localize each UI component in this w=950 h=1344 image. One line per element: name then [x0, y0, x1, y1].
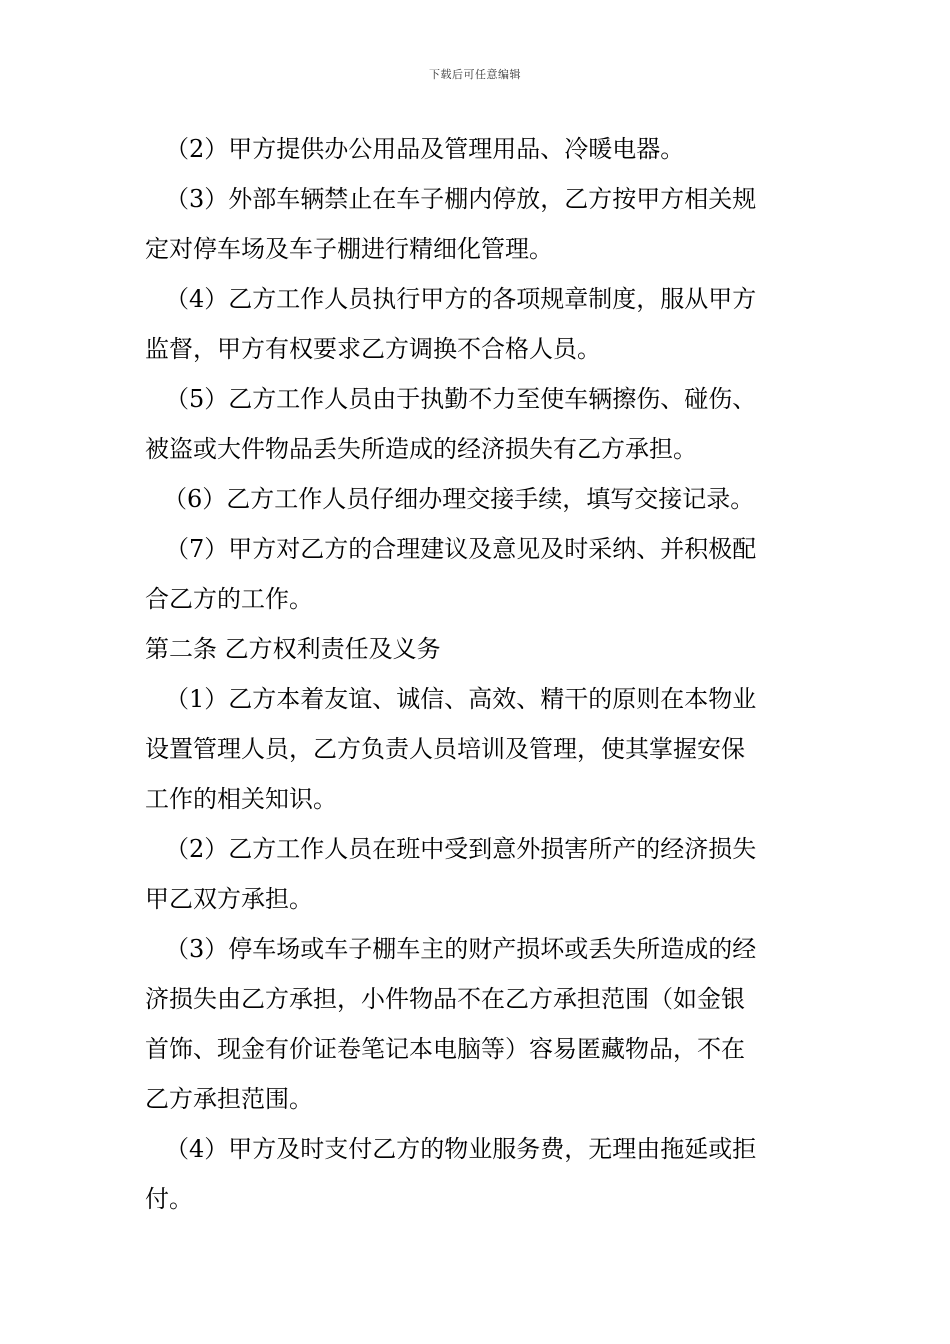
text-line: （6）乙方工作人员仔细办理交接手续，填写交接记录。 [163, 485, 755, 513]
document-body [145, 124, 810, 1224]
text-line: 甲乙双方承担。 [145, 885, 313, 913]
text-line: 工作的相关知识。 [145, 785, 337, 813]
text-line: 首饰、现金有价证卷笔记本电脑等）容易匿藏物品，不在 [145, 1035, 745, 1063]
text-line: （1）乙方本着友谊、诚信、高效、精干的原则在本物业 [165, 685, 757, 713]
text-line: 合乙方的工作。 [145, 585, 313, 613]
text-line: 济损失由乙方承担，小件物品不在乙方承担范围（如金银 [145, 985, 745, 1013]
text-line: 被盗或大件物品丢失所造成的经济损失有乙方承担。 [145, 435, 697, 463]
text-line: 乙方承担范围。 [145, 1085, 313, 1113]
text-line: 监督，甲方有权要求乙方调换不合格人员。 [145, 335, 601, 363]
text-line: （3）停车场或车子棚车主的财产损坏或丢失所造成的经 [165, 935, 757, 963]
text-line: 设置管理人员，乙方负责人员培训及管理，使其掌握安保 [145, 735, 745, 763]
text-line: 付。 [145, 1185, 193, 1213]
page-header: 下载后可任意编辑 [429, 68, 521, 81]
section-heading: 第二条 乙方权利责任及义务 [145, 635, 441, 663]
text-line: （4）乙方工作人员执行甲方的各项规章制度，服从甲方 [165, 285, 757, 313]
text-line: （7）甲方对乙方的合理建议及意见及时采纳、并积极配 [165, 535, 757, 563]
text-line: （2）甲方提供办公用品及管理用品、冷暖电器。 [165, 135, 685, 163]
text-line: （2）乙方工作人员在班中受到意外损害所产的经济损失 [165, 835, 757, 863]
text-line: （4）甲方及时支付乙方的物业服务费，无理由拖延或拒 [165, 1135, 757, 1163]
text-line: 定对停车场及车子棚进行精细化管理。 [145, 235, 553, 263]
text-line: （5）乙方工作人员由于执勤不力至使车辆擦伤、碰伤、 [165, 385, 757, 413]
text-line: （3）外部车辆禁止在车子棚内停放，乙方按甲方相关规 [165, 185, 757, 213]
